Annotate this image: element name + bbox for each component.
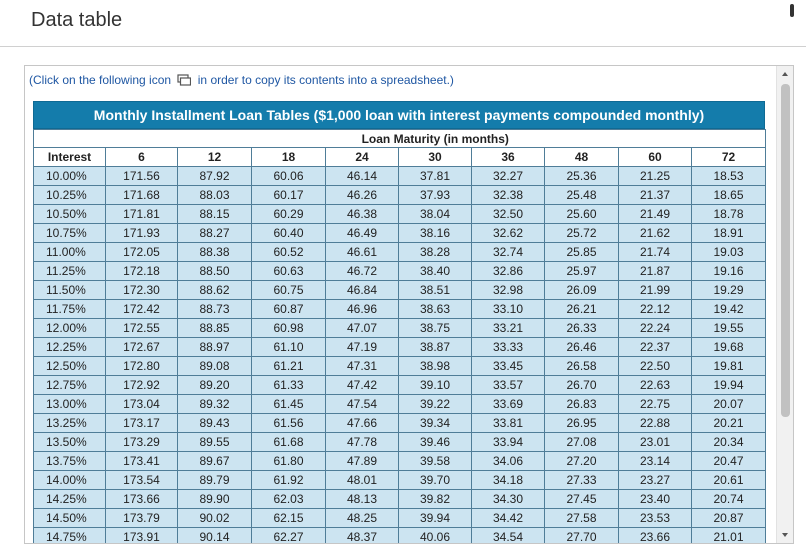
payment-cell: 60.63 bbox=[252, 262, 326, 281]
payment-cell: 172.18 bbox=[106, 262, 178, 281]
payment-cell: 25.36 bbox=[545, 167, 619, 186]
title-bar bbox=[0, 0, 806, 44]
column-header-interest: Interest bbox=[34, 148, 106, 167]
payment-cell: 20.21 bbox=[692, 414, 766, 433]
loan-table bbox=[33, 101, 765, 544]
payment-cell: 26.95 bbox=[545, 414, 619, 433]
payment-cell: 46.84 bbox=[326, 281, 399, 300]
interest-rate-cell: 11.75% bbox=[34, 300, 106, 319]
payment-cell: 20.61 bbox=[692, 471, 766, 490]
payment-cell: 61.68 bbox=[252, 433, 326, 452]
payment-cell: 173.91 bbox=[106, 528, 178, 545]
payment-cell: 21.01 bbox=[692, 528, 766, 545]
payment-cell: 22.37 bbox=[619, 338, 692, 357]
payment-cell: 47.42 bbox=[326, 376, 399, 395]
payment-cell: 27.70 bbox=[545, 528, 619, 545]
instruction-text-before: (Click on the following icon bbox=[29, 73, 172, 87]
payment-cell: 20.47 bbox=[692, 452, 766, 471]
payment-cell: 39.46 bbox=[399, 433, 472, 452]
payment-cell: 46.96 bbox=[326, 300, 399, 319]
payment-cell: 172.55 bbox=[106, 319, 178, 338]
column-header-months: 48 bbox=[545, 148, 619, 167]
payment-cell: 88.73 bbox=[178, 300, 252, 319]
payment-cell: 33.94 bbox=[472, 433, 545, 452]
payment-cell: 46.61 bbox=[326, 243, 399, 262]
payment-cell: 26.09 bbox=[545, 281, 619, 300]
payment-cell: 46.49 bbox=[326, 224, 399, 243]
payment-cell: 48.13 bbox=[326, 490, 399, 509]
interest-rate-cell: 13.00% bbox=[34, 395, 106, 414]
payment-cell: 89.55 bbox=[178, 433, 252, 452]
table-row bbox=[34, 338, 766, 357]
payment-cell: 47.19 bbox=[326, 338, 399, 357]
payment-cell: 61.80 bbox=[252, 452, 326, 471]
payment-cell: 173.17 bbox=[106, 414, 178, 433]
payment-cell: 47.78 bbox=[326, 433, 399, 452]
payment-cell: 47.54 bbox=[326, 395, 399, 414]
payment-cell: 19.55 bbox=[692, 319, 766, 338]
payment-cell: 23.53 bbox=[619, 509, 692, 528]
payment-cell: 38.28 bbox=[399, 243, 472, 262]
payment-cell: 40.06 bbox=[399, 528, 472, 545]
payment-cell: 19.94 bbox=[692, 376, 766, 395]
payment-cell: 32.62 bbox=[472, 224, 545, 243]
payment-cell: 23.14 bbox=[619, 452, 692, 471]
payment-cell: 61.21 bbox=[252, 357, 326, 376]
payment-cell: 18.53 bbox=[692, 167, 766, 186]
table-row bbox=[34, 167, 766, 186]
payment-cell: 39.22 bbox=[399, 395, 472, 414]
table-row bbox=[34, 281, 766, 300]
payment-cell: 32.86 bbox=[472, 262, 545, 281]
payment-cell: 37.93 bbox=[399, 186, 472, 205]
interest-rate-cell: 10.50% bbox=[34, 205, 106, 224]
maturity-label: Loan Maturity (in months) bbox=[106, 130, 766, 148]
payment-cell: 60.17 bbox=[252, 186, 326, 205]
payment-cell: 33.69 bbox=[472, 395, 545, 414]
table-row bbox=[34, 414, 766, 433]
payment-cell: 173.41 bbox=[106, 452, 178, 471]
window-title: Data table bbox=[31, 9, 123, 31]
payment-cell: 62.15 bbox=[252, 509, 326, 528]
payment-cell: 23.27 bbox=[619, 471, 692, 490]
payment-cell: 39.34 bbox=[399, 414, 472, 433]
table-row bbox=[34, 186, 766, 205]
divider bbox=[0, 46, 806, 47]
payment-cell: 88.27 bbox=[178, 224, 252, 243]
payment-cell: 39.58 bbox=[399, 452, 472, 471]
payment-cell: 33.33 bbox=[472, 338, 545, 357]
table-row bbox=[34, 433, 766, 452]
payment-cell: 88.38 bbox=[178, 243, 252, 262]
payment-cell: 27.45 bbox=[545, 490, 619, 509]
interest-rate-cell: 12.75% bbox=[34, 376, 106, 395]
payment-cell: 60.52 bbox=[252, 243, 326, 262]
payment-cell: 37.81 bbox=[399, 167, 472, 186]
payment-cell: 27.33 bbox=[545, 471, 619, 490]
payment-cell: 26.83 bbox=[545, 395, 619, 414]
payment-cell: 173.29 bbox=[106, 433, 178, 452]
payment-cell: 23.66 bbox=[619, 528, 692, 545]
copy-instruction bbox=[29, 73, 454, 89]
payment-cell: 38.75 bbox=[399, 319, 472, 338]
payment-cell: 60.29 bbox=[252, 205, 326, 224]
column-header-months: 30 bbox=[399, 148, 472, 167]
payment-cell: 89.43 bbox=[178, 414, 252, 433]
column-header-row bbox=[34, 148, 766, 167]
payment-cell: 32.38 bbox=[472, 186, 545, 205]
scroll-up-icon[interactable] bbox=[782, 72, 788, 76]
payment-cell: 34.06 bbox=[472, 452, 545, 471]
payment-cell: 18.78 bbox=[692, 205, 766, 224]
payment-cell: 38.40 bbox=[399, 262, 472, 281]
interest-rate-cell: 14.50% bbox=[34, 509, 106, 528]
payment-cell: 89.79 bbox=[178, 471, 252, 490]
instruction-text-after: in order to copy its contents into a spreadsheet.) bbox=[197, 73, 454, 87]
payment-cell: 173.54 bbox=[106, 471, 178, 490]
payment-cell: 19.03 bbox=[692, 243, 766, 262]
column-header-months: 72 bbox=[692, 148, 766, 167]
payment-cell: 38.63 bbox=[399, 300, 472, 319]
payment-cell: 19.81 bbox=[692, 357, 766, 376]
interest-rate-cell: 11.25% bbox=[34, 262, 106, 281]
payment-cell: 39.10 bbox=[399, 376, 472, 395]
vertical-scrollbar[interactable] bbox=[776, 66, 793, 543]
payment-cell: 25.85 bbox=[545, 243, 619, 262]
payment-cell: 22.88 bbox=[619, 414, 692, 433]
payment-cell: 38.16 bbox=[399, 224, 472, 243]
table-row bbox=[34, 471, 766, 490]
interest-rate-cell: 11.50% bbox=[34, 281, 106, 300]
column-header-months: 36 bbox=[472, 148, 545, 167]
payment-cell: 38.04 bbox=[399, 205, 472, 224]
payment-cell: 171.81 bbox=[106, 205, 178, 224]
payment-cell: 20.87 bbox=[692, 509, 766, 528]
payment-cell: 21.37 bbox=[619, 186, 692, 205]
payment-cell: 171.93 bbox=[106, 224, 178, 243]
payment-cell: 88.97 bbox=[178, 338, 252, 357]
payment-cell: 20.74 bbox=[692, 490, 766, 509]
payment-cell: 60.98 bbox=[252, 319, 326, 338]
payment-cell: 33.10 bbox=[472, 300, 545, 319]
table-row bbox=[34, 509, 766, 528]
payment-cell: 39.82 bbox=[399, 490, 472, 509]
column-header-months: 60 bbox=[619, 148, 692, 167]
minimize-icon[interactable] bbox=[790, 4, 794, 17]
payment-cell: 26.46 bbox=[545, 338, 619, 357]
payment-cell: 172.92 bbox=[106, 376, 178, 395]
table-row bbox=[34, 205, 766, 224]
payment-cell: 21.49 bbox=[619, 205, 692, 224]
payment-cell: 61.33 bbox=[252, 376, 326, 395]
payment-cell: 38.51 bbox=[399, 281, 472, 300]
payment-cell: 33.45 bbox=[472, 357, 545, 376]
payment-cell: 88.85 bbox=[178, 319, 252, 338]
payment-cell: 60.75 bbox=[252, 281, 326, 300]
payment-cell: 172.80 bbox=[106, 357, 178, 376]
payment-cell: 90.02 bbox=[178, 509, 252, 528]
payment-cell: 32.98 bbox=[472, 281, 545, 300]
payment-cell: 27.58 bbox=[545, 509, 619, 528]
interest-rate-cell: 13.75% bbox=[34, 452, 106, 471]
payment-cell: 27.20 bbox=[545, 452, 619, 471]
payment-cell: 88.50 bbox=[178, 262, 252, 281]
table-row bbox=[34, 262, 766, 281]
payment-cell: 26.33 bbox=[545, 319, 619, 338]
payment-cell: 21.25 bbox=[619, 167, 692, 186]
payment-cell: 61.56 bbox=[252, 414, 326, 433]
interest-rate-cell: 13.50% bbox=[34, 433, 106, 452]
payment-cell: 32.50 bbox=[472, 205, 545, 224]
table-row bbox=[34, 490, 766, 509]
table-row bbox=[34, 357, 766, 376]
payment-cell: 22.12 bbox=[619, 300, 692, 319]
payment-cell: 46.26 bbox=[326, 186, 399, 205]
payment-cell: 60.87 bbox=[252, 300, 326, 319]
payment-cell: 173.79 bbox=[106, 509, 178, 528]
table-title: Monthly Installment Loan Tables ($1,000 loan with interest payments compounded monthly) bbox=[33, 101, 765, 129]
payment-cell: 39.94 bbox=[399, 509, 472, 528]
payment-cell: 171.56 bbox=[106, 167, 178, 186]
payment-cell: 48.25 bbox=[326, 509, 399, 528]
payment-cell: 22.50 bbox=[619, 357, 692, 376]
payment-cell: 173.66 bbox=[106, 490, 178, 509]
payment-cell: 23.01 bbox=[619, 433, 692, 452]
table-body bbox=[34, 167, 766, 545]
interest-rate-cell: 14.75% bbox=[34, 528, 106, 545]
payment-cell: 88.62 bbox=[178, 281, 252, 300]
scroll-thumb[interactable] bbox=[781, 84, 790, 417]
payment-cell: 21.74 bbox=[619, 243, 692, 262]
payment-cell: 47.66 bbox=[326, 414, 399, 433]
payment-cell: 61.92 bbox=[252, 471, 326, 490]
payment-cell: 19.29 bbox=[692, 281, 766, 300]
payment-cell: 38.98 bbox=[399, 357, 472, 376]
payment-cell: 19.42 bbox=[692, 300, 766, 319]
payment-cell: 87.92 bbox=[178, 167, 252, 186]
interest-rate-cell: 12.50% bbox=[34, 357, 106, 376]
payment-cell: 34.18 bbox=[472, 471, 545, 490]
payment-cell: 18.91 bbox=[692, 224, 766, 243]
payment-cell: 46.72 bbox=[326, 262, 399, 281]
column-header-months: 24 bbox=[326, 148, 399, 167]
payment-cell: 21.99 bbox=[619, 281, 692, 300]
payment-cell: 88.03 bbox=[178, 186, 252, 205]
payment-cell: 21.87 bbox=[619, 262, 692, 281]
payment-cell: 34.30 bbox=[472, 490, 545, 509]
payment-cell: 62.03 bbox=[252, 490, 326, 509]
payment-cell: 89.90 bbox=[178, 490, 252, 509]
payment-cell: 34.42 bbox=[472, 509, 545, 528]
table-row bbox=[34, 319, 766, 338]
payment-cell: 27.08 bbox=[545, 433, 619, 452]
table-row bbox=[34, 528, 766, 545]
payment-cell: 33.81 bbox=[472, 414, 545, 433]
payment-cell: 173.04 bbox=[106, 395, 178, 414]
interest-rate-cell: 10.75% bbox=[34, 224, 106, 243]
maturity-blank bbox=[34, 130, 106, 148]
payment-cell: 48.01 bbox=[326, 471, 399, 490]
payment-cell: 39.70 bbox=[399, 471, 472, 490]
column-header-months: 18 bbox=[252, 148, 326, 167]
payment-cell: 89.20 bbox=[178, 376, 252, 395]
payment-cell: 22.75 bbox=[619, 395, 692, 414]
loan-table-grid bbox=[33, 129, 766, 544]
payment-cell: 26.70 bbox=[545, 376, 619, 395]
payment-cell: 33.57 bbox=[472, 376, 545, 395]
payment-cell: 60.40 bbox=[252, 224, 326, 243]
payment-cell: 25.60 bbox=[545, 205, 619, 224]
interest-rate-cell: 13.25% bbox=[34, 414, 106, 433]
table-row bbox=[34, 243, 766, 262]
payment-cell: 33.21 bbox=[472, 319, 545, 338]
payment-cell: 172.30 bbox=[106, 281, 178, 300]
payment-cell: 90.14 bbox=[178, 528, 252, 545]
payment-cell: 20.34 bbox=[692, 433, 766, 452]
payment-cell: 89.32 bbox=[178, 395, 252, 414]
table-row bbox=[34, 395, 766, 414]
payment-cell: 60.06 bbox=[252, 167, 326, 186]
payment-cell: 171.68 bbox=[106, 186, 178, 205]
payment-cell: 88.15 bbox=[178, 205, 252, 224]
payment-cell: 89.67 bbox=[178, 452, 252, 471]
payment-cell: 34.54 bbox=[472, 528, 545, 545]
payment-cell: 47.31 bbox=[326, 357, 399, 376]
payment-cell: 18.65 bbox=[692, 186, 766, 205]
payment-cell: 47.07 bbox=[326, 319, 399, 338]
interest-rate-cell: 12.00% bbox=[34, 319, 106, 338]
payment-cell: 19.16 bbox=[692, 262, 766, 281]
interest-rate-cell: 10.00% bbox=[34, 167, 106, 186]
column-header-months: 12 bbox=[178, 148, 252, 167]
payment-cell: 61.10 bbox=[252, 338, 326, 357]
payment-cell: 32.74 bbox=[472, 243, 545, 262]
data-table-panel bbox=[24, 65, 794, 544]
payment-cell: 61.45 bbox=[252, 395, 326, 414]
table-row bbox=[34, 452, 766, 471]
interest-rate-cell: 10.25% bbox=[34, 186, 106, 205]
payment-cell: 172.67 bbox=[106, 338, 178, 357]
payment-cell: 47.89 bbox=[326, 452, 399, 471]
table-row bbox=[34, 224, 766, 243]
payment-cell: 62.27 bbox=[252, 528, 326, 545]
payment-cell: 25.97 bbox=[545, 262, 619, 281]
interest-rate-cell: 14.25% bbox=[34, 490, 106, 509]
payment-cell: 172.05 bbox=[106, 243, 178, 262]
payment-cell: 172.42 bbox=[106, 300, 178, 319]
payment-cell: 26.21 bbox=[545, 300, 619, 319]
payment-cell: 48.37 bbox=[326, 528, 399, 545]
payment-cell: 22.63 bbox=[619, 376, 692, 395]
payment-cell: 21.62 bbox=[619, 224, 692, 243]
interest-rate-cell: 14.00% bbox=[34, 471, 106, 490]
payment-cell: 46.38 bbox=[326, 205, 399, 224]
payment-cell: 20.07 bbox=[692, 395, 766, 414]
payment-cell: 22.24 bbox=[619, 319, 692, 338]
payment-cell: 26.58 bbox=[545, 357, 619, 376]
payment-cell: 23.40 bbox=[619, 490, 692, 509]
payment-cell: 46.14 bbox=[326, 167, 399, 186]
payment-cell: 38.87 bbox=[399, 338, 472, 357]
column-header-months: 6 bbox=[106, 148, 178, 167]
payment-cell: 89.08 bbox=[178, 357, 252, 376]
payment-cell: 19.68 bbox=[692, 338, 766, 357]
payment-cell: 32.27 bbox=[472, 167, 545, 186]
payment-cell: 25.72 bbox=[545, 224, 619, 243]
copy-icon[interactable] bbox=[177, 74, 191, 89]
scroll-down-icon[interactable] bbox=[782, 533, 788, 537]
interest-rate-cell: 12.25% bbox=[34, 338, 106, 357]
table-row bbox=[34, 300, 766, 319]
interest-rate-cell: 11.00% bbox=[34, 243, 106, 262]
payment-cell: 25.48 bbox=[545, 186, 619, 205]
table-row bbox=[34, 376, 766, 395]
maturity-row bbox=[34, 130, 766, 148]
